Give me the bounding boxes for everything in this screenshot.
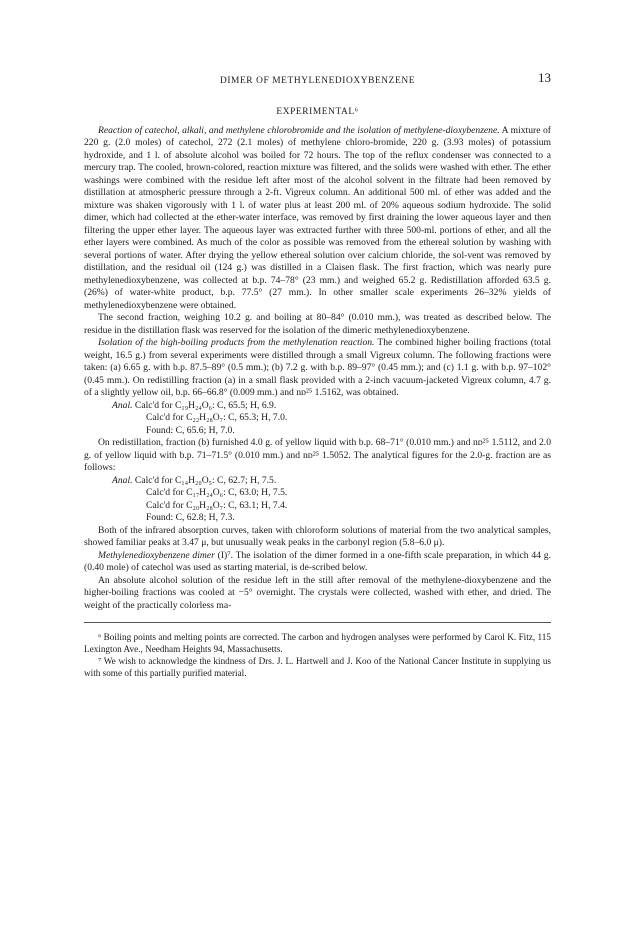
paragraph-title: Methylenedioxybenzene dimer	[98, 549, 215, 561]
analysis-text: Calc'd for C₁₄H₂₀O₅: C, 62.7; H, 7.5.	[132, 474, 277, 486]
analysis-text: Calc'd for C₁₉H₂₄O₆: C, 65.5; H, 6.9.	[132, 399, 277, 411]
analysis-label: Anal.	[112, 399, 133, 411]
paragraph-second-fraction: The second fraction, weighing 10.2 g. and boiling at 80–84° (0.010 mm.), was treated as described below. The residue in the distillation flask was reserved for the isolation of the dimeric methylenedioxybenzene.	[84, 312, 551, 336]
paragraph-isolation	[84, 337, 551, 400]
footnotes	[84, 631, 551, 679]
paragraph-crystals: An absolute alcohol solution of the residue left in the still after removal of the methylene-dioxybenzene and the higher-boiling fractions was cooled at −5° overnight. The crystals were collected, washed with ether, and dried. The weight of the practically colorless ma-	[84, 574, 551, 611]
paragraph-body: (I)⁷. The isolation of the dimer formed in a one-fifth scale preparation, in which 44 g. (0.40 mole) of catechol was used as starting material, is de-scribed below.	[84, 549, 551, 573]
running-header	[84, 72, 551, 90]
paragraph-body: A mixture of 220 g. (2.0 moles) of catechol, 272 (2.1 moles) of methylene chloro-bromide, 220 g. (3.93 moles) of potassium hydroxide, and 1 l. of absolute alcohol was boiled for 72 hours. The top of the reflux condenser was connected to a mercury trap. The cooled, brown-colored, reaction mixture was filtered, and the solids were washed with ether. The ether washings were combined with the residue left after most of the alcohol solvent in the filtrate had been removed by distillation at atmospheric pressure through a 2-ft. Vigreux column. An additional 500 ml. of ether was added and the mixture was shaken vigorously with 1 l. of water plus at least 200 ml. of 20% aqueous sodium hydroxide. The solid dimer, which had collected at the ether-water interface, was removed by first draining the lower aqueous layer and then filtering the upper ether layer. The aqueous layer was extracted further with three 500-ml. portions of ether, and all the ether layers were combined. As much of the color as possible was removed from the ethereal solution by washing with several portions of water. After drying the yellow ethereal solution over calcium chloride, the sol-vent was removed by distillation, and the residual oil (124 g.) was distilled in a Claisen flask. The first fraction, which was nearly pure methylenedioxybenzene, was collected at b.p. 74–78° (23 mm.) and weighed 65.2 g. Redistillation afforded 63.5 g. (26%) of water-white product, b.p. 77.5° (27 mm.). In other smaller scale experiments 26–32% yields of methylenedioxybenzene were obtained.	[84, 124, 551, 311]
footnote-divider	[84, 622, 551, 623]
paragraph-title: Isolation of the high-boiling products from the methylenation reaction.	[98, 337, 375, 348]
paragraph-reaction	[84, 125, 551, 313]
paragraph-infrared: Both of the infrared absorption curves, taken with chloroform solutions of material from the two analytical samples, showed familiar peaks at 3.47 μ, but unusually weak peaks in the carbonyl region (5.8–6.0 μ).	[84, 524, 551, 548]
analysis-line: Found: C, 65.6; H, 7.0.	[146, 424, 235, 436]
paragraph-dimer	[84, 550, 551, 575]
running-title: DIMER OF METHYLENEDIOXYBENZENE	[219, 76, 416, 86]
analysis-line: Calc'd for C₂₀H₂₈O₇: C, 63.1; H, 7.4.	[146, 499, 288, 511]
analysis-line	[84, 475, 551, 488]
analysis-line: Found: C, 62.8; H, 7.3.	[146, 512, 235, 523]
analysis-line	[84, 400, 551, 413]
section-heading: EXPERIMENTAL⁶	[276, 107, 359, 117]
analysis-label: Anal.	[112, 474, 133, 486]
footnote-7: ⁷ We wish to acknowledge the kindness of Drs. J. L. Hartwell and J. Koo of the National Cancer Institute in supplying us with some of this partially purified material.	[84, 656, 551, 678]
footnote-6: ⁶ Boiling points and melting points are corrected. The carbon and hydrogen analyses were performed by Carol K. Fitz, 115 Lexington Ave., Needham Heights 94, Massachusetts.	[84, 632, 551, 654]
analysis-line: Calc'd for C₁₇H₂₄O₆: C, 63.0; H, 7.5.	[146, 487, 288, 498]
page-number: 13	[538, 70, 551, 85]
paragraph-title: Reaction of catechol, alkali, and methylene chlorobromide and the isolation of methylene-dioxybenzene.	[98, 124, 500, 136]
analysis-line: Calc'd for C₂₂H₂₈O₇: C, 65.3; H, 7.0.	[146, 412, 288, 423]
paragraph-redistillation: On redistillation, fraction (b) furnished 4.0 g. of yellow liquid with b.p. 68–71° (0.010 mm.) and nᴅ²⁵ 1.5112, and 2.0 g. of yellow liquid with b.p. 71–71.5° (0.010 mm.) and nᴅ²⁵ 1.5052. The analytical figures for the 2.0-g. fraction are as follows:	[84, 437, 551, 473]
paragraph-body: The combined higher boiling fractions (total weight, 16.5 g.) from several experiments were distilled through a small Vigreux column. The following fractions were taken: (a) 6.65 g. with b.p. 87.5–89° (0.5 mm.); (b) 7.2 g. with b.p. 89–97° (0.45 mm.); and (c) 1.1 g. with b.p. 97–102° (0.45 mm.). On redistilling fraction (a) in a small flask provided with a 2-inch vacuum-jacketed Vigreux column, 4.7 g. of a slightly yellow oil, b.p. 66–66.8° (0.009 mm.) and nᴅ²⁵ 1.5162, was obtained.	[84, 337, 551, 398]
